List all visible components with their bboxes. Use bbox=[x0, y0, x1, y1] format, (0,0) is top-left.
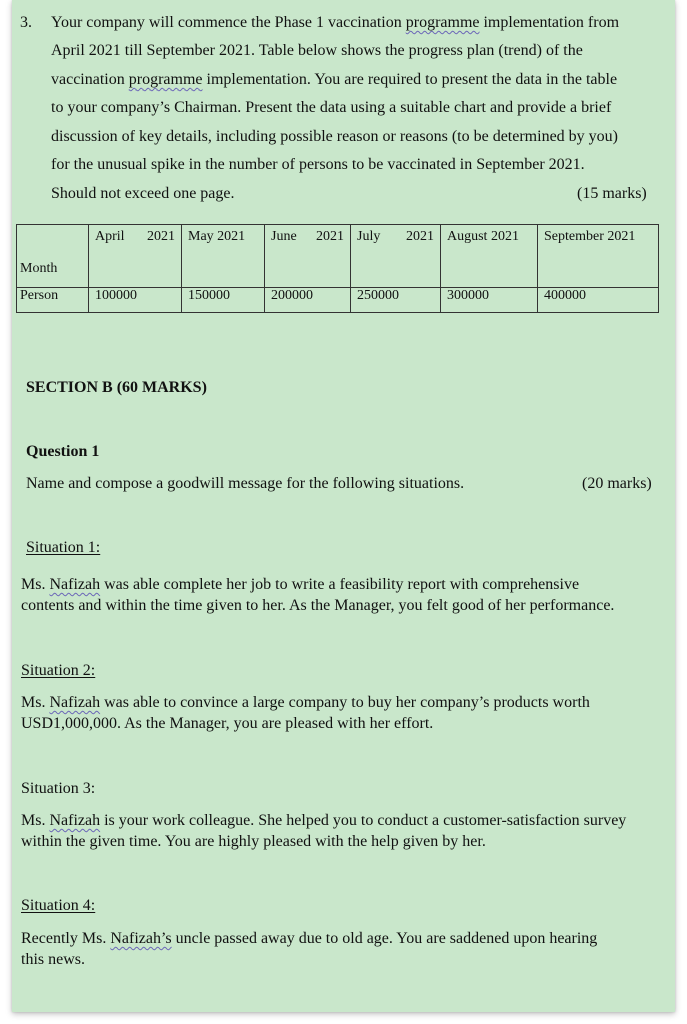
q3-marks: (15 marks) bbox=[577, 185, 647, 202]
q3-line-1: Your company will commence the Phase 1 vaccination programme implementation from bbox=[51, 14, 620, 31]
question-1-title: Question 1 bbox=[26, 443, 100, 460]
spellcheck-word: Nafizah bbox=[49, 694, 101, 711]
situation-3-line-2: within the given time. You are highly pleased with the help given by her. bbox=[21, 833, 486, 850]
document-page bbox=[12, 0, 675, 1012]
row-label-month: Month bbox=[17, 225, 89, 288]
person-cell: 100000 bbox=[89, 288, 182, 313]
progress-table bbox=[16, 224, 659, 313]
situation-3-line-1: Ms. Nafizah is your work colleague. She helped you to conduct a customer-satisfaction survey bbox=[21, 812, 627, 829]
situation-4-line-1: Recently Ms. Nafizah’s uncle passed away due to old age. You are saddened upon hearing bbox=[21, 930, 598, 947]
q3-line-5: discussion of key details, including possible reason or reasons (to be determined by you) bbox=[51, 128, 618, 145]
spellcheck-word: Nafizah bbox=[49, 812, 101, 829]
q3-line-3: vaccination programme implementation. You are required to present the data in the table bbox=[51, 71, 618, 88]
situation-1-line-1: Ms. Nafizah was able complete her job to write a feasibility report with comprehensive bbox=[21, 576, 580, 593]
q3-line-2: April 2021 till September 2021. Table below shows the progress plan (trend) of the bbox=[51, 42, 583, 59]
person-cell: 150000 bbox=[182, 288, 265, 313]
situation-2-label: Situation 2: bbox=[21, 662, 96, 679]
question-1-instruction: Name and compose a goodwill message for the following situations. bbox=[26, 475, 465, 492]
month-cell: June 2021 bbox=[265, 225, 351, 288]
spellcheck-word: programme bbox=[405, 14, 480, 31]
q3-last-line: Should not exceed one page. bbox=[51, 185, 235, 202]
row-label-person: Person bbox=[17, 288, 89, 313]
situation-2-line-2: USD1,000,000. As the Manager, you are pleased with her effort. bbox=[21, 715, 434, 732]
month-cell: July 2021 bbox=[351, 225, 441, 288]
situation-1-line-2: contents and within the time given to her. As the Manager, you felt good of her performance. bbox=[21, 597, 615, 614]
table-row-person bbox=[17, 288, 659, 313]
situation-4-label: Situation 4: bbox=[21, 897, 96, 914]
month-cell: September 2021 bbox=[538, 225, 659, 288]
table-row-month bbox=[17, 225, 659, 288]
question-1-marks: (20 marks) bbox=[582, 475, 652, 492]
situation-1-label: Situation 1: bbox=[26, 539, 101, 556]
spellcheck-word: Nafizah’s bbox=[110, 930, 172, 947]
person-cell: 250000 bbox=[351, 288, 441, 313]
question-number: 3. bbox=[20, 14, 32, 31]
person-cell: 400000 bbox=[538, 288, 659, 313]
spellcheck-word: programme bbox=[128, 71, 203, 88]
person-cell: 200000 bbox=[265, 288, 351, 313]
spellcheck-word: Nafizah bbox=[49, 576, 101, 593]
month-cell: August 2021 bbox=[441, 225, 538, 288]
section-b-heading: SECTION B (60 MARKS) bbox=[26, 379, 207, 396]
situation-3-label: Situation 3: bbox=[21, 780, 96, 797]
person-cell: 300000 bbox=[441, 288, 538, 313]
month-cell: April 2021 bbox=[89, 225, 182, 288]
q3-line-4: to your company’s Chairman. Present the data using a suitable chart and provide a brief bbox=[51, 99, 612, 116]
q3-line-6: for the unusual spike in the number of persons to be vaccinated in September 2021. bbox=[51, 156, 585, 173]
situation-4-line-2: this news. bbox=[21, 951, 85, 968]
month-cell: May 2021 bbox=[182, 225, 265, 288]
situation-2-line-1: Ms. Nafizah was able to convince a large company to buy her company’s products worth bbox=[21, 694, 590, 711]
